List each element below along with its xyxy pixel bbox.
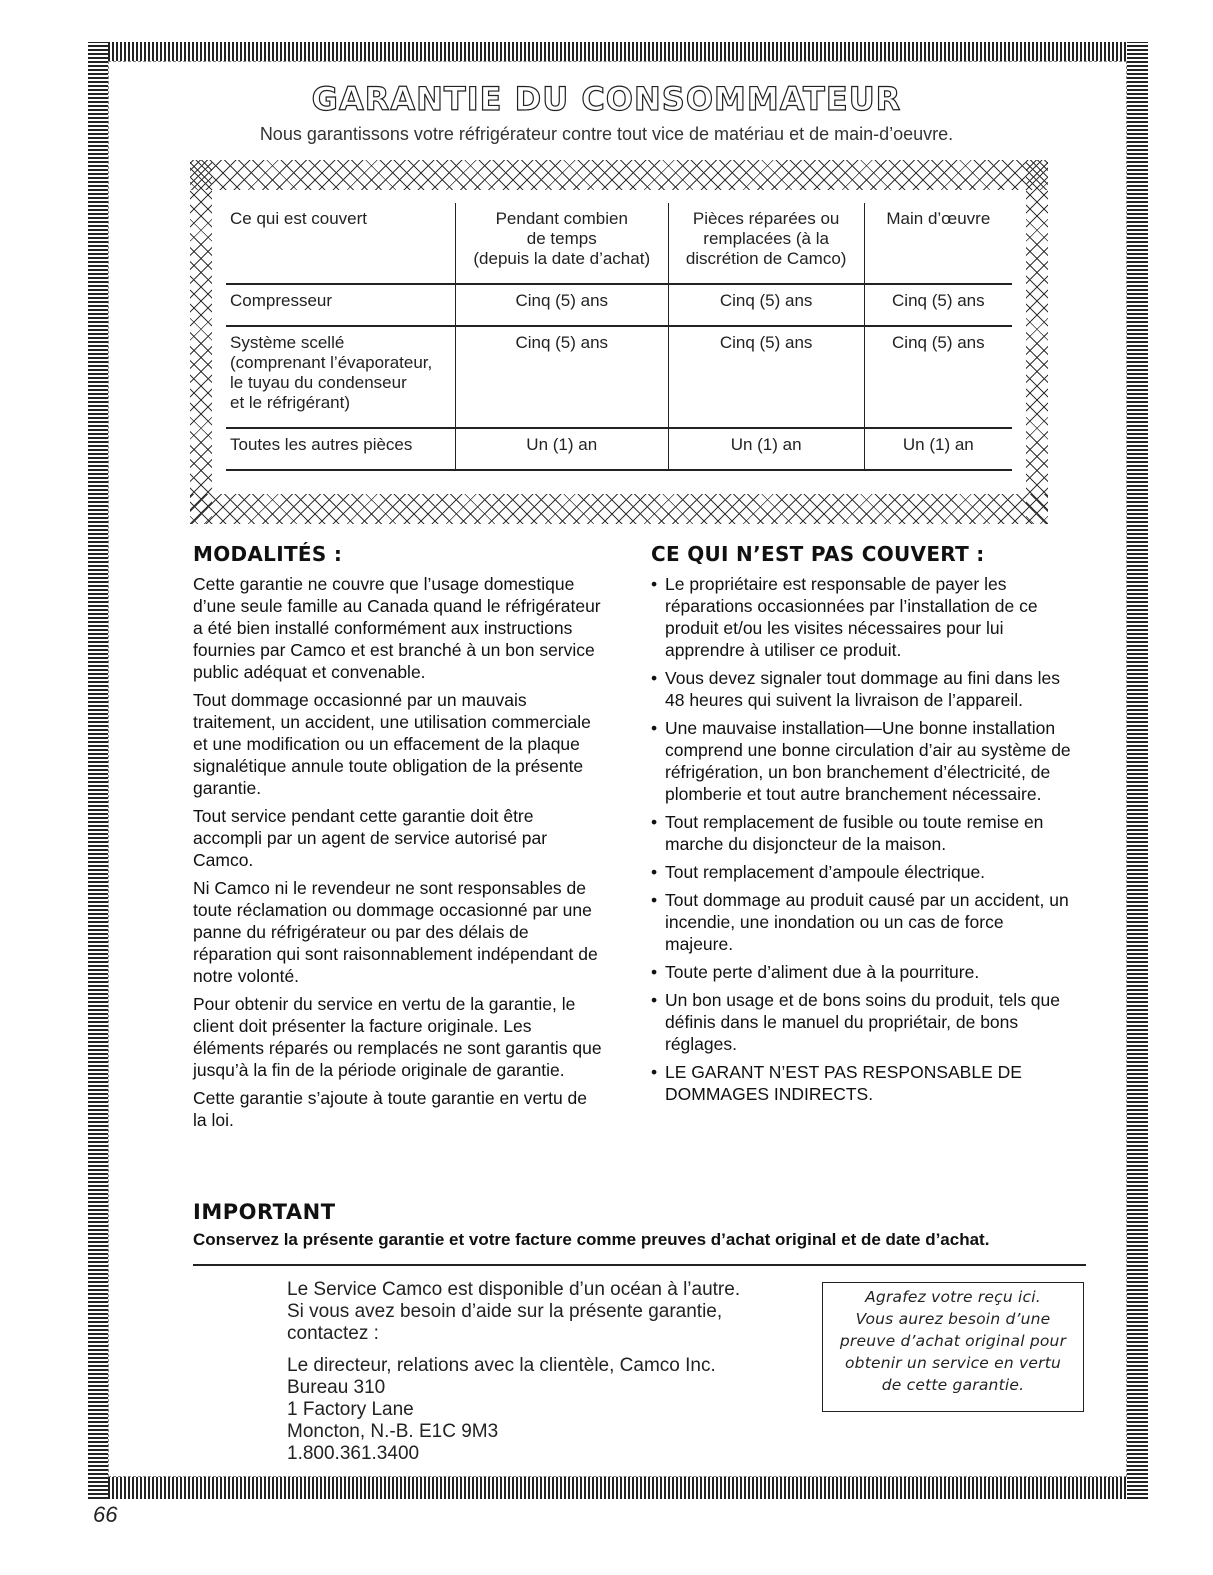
modalites-heading: MODALITÉS :: [193, 542, 343, 566]
contact-line: Si vous avez besoin d’aide sur la présente garantie,: [287, 1301, 723, 1322]
header-period-line: de temps: [526, 229, 597, 248]
row-item-line: (comprenant l’évaporateur,: [230, 353, 433, 372]
list-item: • LE GARANT N’EST PAS RESPONSABLE DE DOMMAGES INDIRECTS.: [651, 1061, 1071, 1105]
list-item: • Toute perte d’aliment due à la pourriture.: [651, 961, 1071, 983]
list-item: • Une mauvaise installation—Une bonne installation comprend une bonne circulation d’air au système de réfrigération, un bon branchement d’électricité, de plomberie et tout autre branchement nécessaire.: [651, 717, 1071, 805]
chain-border-left: [190, 160, 212, 524]
row-item: [226, 428, 455, 470]
address-line: 1 Factory Lane: [287, 1399, 414, 1420]
frame-border-top: [88, 42, 1148, 61]
header-covered-label: Ce qui est couvert: [230, 209, 368, 228]
modalites-paragraph: Tout service pendant cette garantie doit être accompli par un agent de service autorisé par Camco.: [193, 806, 548, 870]
modalites-paragraph: Cette garantie s’ajoute à toute garantie en vertu de la loi.: [193, 1088, 588, 1130]
not-covered-heading: CE QUI N’EST PAS COUVERT :: [651, 542, 985, 566]
chain-border-bottom: [190, 494, 1048, 524]
row-item-line: le tuyau du condenseur: [230, 373, 407, 392]
header-labour: [864, 203, 1012, 284]
page-title: GARANTIE DU CONSOMMATEUR: [311, 80, 902, 118]
list-item: • Un bon usage et de bons soins du produit, tels que définis dans le manuel du propriétair, de bons réglages.: [651, 989, 1071, 1055]
header-parts-line: remplacées (à la: [703, 229, 829, 248]
divider: [193, 1264, 1086, 1266]
warranty-table: [226, 203, 1012, 471]
row-item-line: Système scellé: [230, 333, 345, 352]
frame-border-right: [1127, 42, 1148, 1499]
header-period-line: (depuis la date d’achat): [473, 249, 651, 268]
modalites-paragraph: Tout dommage occasionné par un mauvais traitement, un accident, une utilisation commerciale et une modification ou un effacement de la plaque signalétique annule toute obligation de la présente garantie.: [193, 690, 591, 798]
receipt-line: de cette garantie.: [881, 1376, 1025, 1394]
row-period: Cinq (5) ans: [455, 326, 668, 428]
list-item: • Tout remplacement d’ampoule électrique.: [651, 861, 1071, 883]
contact-address: [287, 1355, 807, 1465]
row-period: Un (1) an: [455, 428, 668, 470]
receipt-line: preuve d’achat original pour: [839, 1332, 1067, 1350]
important-section: [193, 1200, 1093, 1250]
page-number: 66: [93, 1502, 118, 1527]
list-item: • Le propriétaire est responsable de payer les réparations occasionnées par l’installation de ce produit et/ou les visites nécessaires pour lui apprendre à utiliser ce produit.: [651, 573, 1071, 661]
contact-line: contactez :: [287, 1323, 379, 1344]
receipt-line: Vous aurez besoin d’une: [855, 1310, 1051, 1328]
row-item-line: Toutes les autres pièces: [230, 435, 413, 454]
contact-line: Le Service Camco est disponible d’un océan à l’autre.: [287, 1279, 741, 1300]
header-parts-line: Pièces réparées ou: [692, 209, 840, 228]
address-line: Moncton, N.-B. E1C 9M3: [287, 1421, 499, 1442]
row-labour: Cinq (5) ans: [864, 284, 1012, 326]
modalites-paragraph: Pour obtenir du service en vertu de la garantie, le client doit présenter la facture originale. Les éléments réparés ou remplacés ne sont garantis que jusqu’à la fin de la période originale de garantie.: [193, 994, 602, 1080]
receipt-staple-box: [822, 1282, 1084, 1412]
table-row: [226, 428, 1012, 470]
modalites-section: [193, 543, 603, 1137]
modalites-paragraph: Ni Camco ni le revendeur ne sont responsables de toute réclamation ou dommage occasionné par une panne du réfrigérateur ou par des délais de réparation qui sont raisonnablement indépendant de notre volonté.: [193, 878, 598, 986]
frame-border-left: [88, 42, 108, 1499]
not-covered-list: [651, 573, 1071, 1105]
list-item: • Vous devez signaler tout dommage au fini dans les 48 heures qui suivent la livraison de l’appareil.: [651, 667, 1071, 711]
address-line: Le directeur, relations avec la clientèle, Camco Inc.: [287, 1355, 716, 1376]
row-parts: Cinq (5) ans: [668, 326, 864, 428]
header-period-line: Pendant combien: [495, 209, 628, 228]
row-labour: Cinq (5) ans: [864, 326, 1012, 428]
chain-border-right: [1026, 160, 1048, 524]
page-subtitle: Nous garantissons votre réfrigérateur contre tout vice de matériau et de main-d’oeuvre.: [259, 124, 954, 144]
table-header-row: [226, 203, 1012, 284]
header-labour-label: Main d’œuvre: [886, 209, 991, 228]
header-period: [455, 203, 668, 284]
important-heading: IMPORTANT: [193, 1200, 336, 1224]
receipt-line: Agrafez votre reçu ici.: [865, 1288, 1041, 1306]
table-row: [226, 326, 1012, 428]
row-item: [226, 326, 455, 428]
not-covered-section: [651, 543, 1071, 1111]
table-row: [226, 284, 1012, 326]
header-parts-line: discrétion de Camco): [685, 249, 847, 268]
list-item: • Tout remplacement de fusible ou toute remise en marche du disjoncteur de la maison.: [651, 811, 1071, 855]
row-period: Cinq (5) ans: [455, 284, 668, 326]
contact-block: [287, 1279, 807, 1475]
row-parts: Un (1) an: [668, 428, 864, 470]
address-line: Bureau 310: [287, 1377, 386, 1398]
row-item-line: et le réfrigérant): [230, 393, 350, 412]
modalites-paragraph: Cette garantie ne couvre que l’usage domestique d’une seule famille au Canada quand le réfrigérateur a été bien installé conformément aux instructions fournies par Camco et est branché à un bon service public adéquat et convenable.: [193, 574, 601, 682]
row-item: [226, 284, 455, 326]
row-labour: Un (1) an: [864, 428, 1012, 470]
receipt-line: obtenir un service en vertu: [844, 1354, 1062, 1372]
chain-border-top: [190, 160, 1048, 190]
contact-intro: [287, 1279, 807, 1345]
header-parts: [668, 203, 864, 284]
row-parts: Cinq (5) ans: [668, 284, 864, 326]
frame-border-bottom: [88, 1477, 1148, 1499]
phone-number: 1.800.361.3400: [287, 1443, 420, 1464]
header-covered: [226, 203, 455, 284]
list-item: • Tout dommage au produit causé par un accident, un incendie, une inondation ou un cas de force majeure.: [651, 889, 1071, 955]
important-text: Conservez la présente garantie et votre facture comme preuves d’achat original et de date d’achat.: [193, 1230, 990, 1249]
row-item-line: Compresseur: [230, 291, 333, 310]
